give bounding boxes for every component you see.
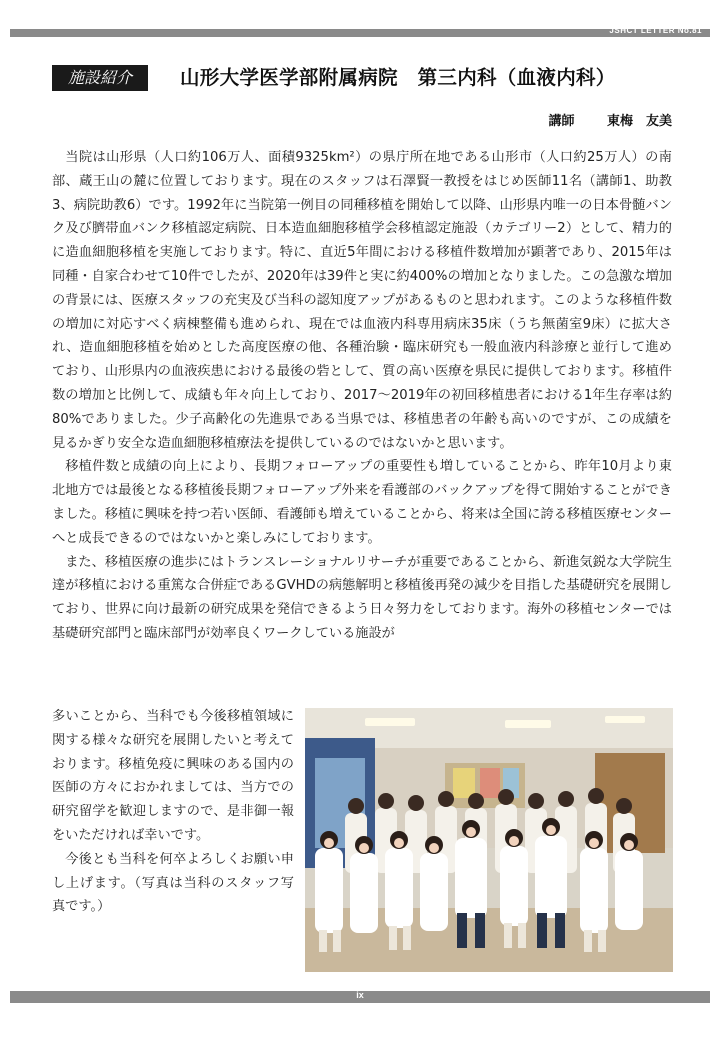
issue-label: JSHCT LETTER No.81 xyxy=(609,26,702,35)
paragraph-2: 移植件数と成績の向上により、長期フォローアップの重要性も増していることから、昨年10月より東北地方では最後となる移植後長期フォローアップ外来を看護部のバックアップを得て開始することができました。移植に興味を持つ若い医師、看護師も増えていることから、将来は全国に誇る移植医療センターへと成長できるのではないかと楽しみにしております。 xyxy=(52,459,672,546)
paragraph-3: また、移植医療の進歩にはトランスレーショナルリサーチが重要であることから、新進気鋭な大学院生達が移植における重篤な合併症であるGVHDの病態解明と移植後再発の減少を目指した基礎研究を展開しており、世界に向け最新の研究成果を発信できるよう日々努力をしております。海外の移植センターでは基礎研究部門と臨床部門が効率良くワークしている施設が xyxy=(52,554,672,641)
author-role: 講師 xyxy=(548,114,575,129)
author-line xyxy=(548,110,672,129)
paragraph-3-continued: 多いことから、当科でも今後移植領域に関する様々な研究を展開したいと考えております。移植免疫に興味のある国内の医師の方々におかれましては、当方での研究留学を歓迎しますので、是非御一報をいただければ幸いです。 xyxy=(52,709,294,843)
article-body-wrapped xyxy=(52,705,294,919)
paragraph-4: 今後とも当科を何卒よろしくお願い申し上げます。（写真は当科のスタッフ写真です。） xyxy=(52,851,294,915)
staff-photo xyxy=(305,708,673,972)
section-label: 施設紹介 xyxy=(52,65,148,91)
page-number: ix xyxy=(356,990,364,1000)
article-body xyxy=(52,146,672,646)
bottom-rule-bar xyxy=(10,991,710,1003)
author-name: 東梅 友美 xyxy=(606,114,672,129)
paragraph-1: 当院は山形県（人口約106万人、面積9325km²）の県庁所在地である山形市（人口約25万人）の南部、蔵王山の麓に位置しております。現在のスタッフは石澤賢一教授をはじめ医師11名（講師1、助教3、病院助教6）です。1992年に当院第一例目の同種移植を開始して以降、山形県内唯一の日本骨髄バンク及び臍帯血バンク移植認定病院、日本造血細胞移植学会移植認定施設（カテゴリー2）として、精力的に造血細胞移植を実施しております。特に、直近5年間における移植件数増加が顕著であり、2015年は同種・自家合わせて10件でしたが、2020年は39件と実に約400%の増加となりました。この急激な増加の背景には、医療スタッフの充実及び当科の認知度アップがあるものと思われます。このような移植件数の増加に対応すべく病棟整備も進められ、現在では血液内科専用病床35床（うち無菌室9床）に拡大され、造血細胞移植を始めとした高度医療の他、各種治験・臨床研究も一般血液内科診療と並行して進めており、山形県内の血液疾患における最後の砦として、質の高い医療を県民に提供しております。移植件数の増加と比例して、成績も年々向上しており、2017～2019年の初回移植患者における1年生存率は約80%でありました。少子高齢化の先進県である当県では、移植患者の年齢も高いのですが、この成績を見るかぎり安全な造血細胞移植療法を提供しているのではないかと思います。 xyxy=(52,150,672,451)
article-header xyxy=(52,63,672,93)
page-title: 山形大学医学部附属病院 第三内科（血液内科） xyxy=(180,66,616,89)
top-rule-bar xyxy=(10,26,710,37)
